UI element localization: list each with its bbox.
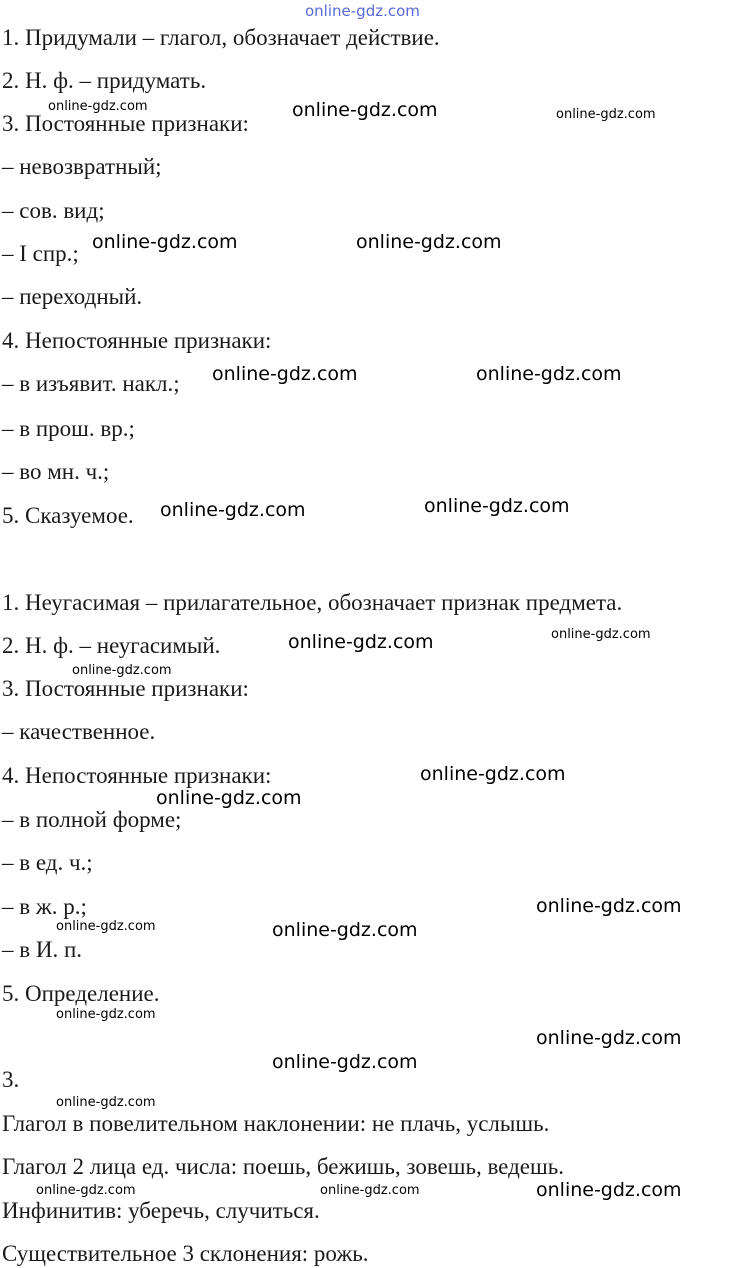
text-line: 3. Постоянные признаки: xyxy=(2,111,249,136)
text-line: Существительное 3 склонения: рожь. xyxy=(2,1241,369,1266)
watermark: online-gdz.com xyxy=(536,895,682,917)
header-watermark: online-gdz.com xyxy=(305,2,420,20)
text-line: 3. Постоянные признаки: xyxy=(2,676,249,701)
text-line: 2. Н. ф. – придумать. xyxy=(2,68,207,93)
watermark: online-gdz.com xyxy=(48,99,148,114)
text-line: – в изъявит. накл.; xyxy=(2,371,180,396)
text-line: Глагол в повелительном наклонении: не плачь, услышь. xyxy=(2,1111,550,1136)
watermark: online-gdz.com xyxy=(424,495,570,517)
watermark: online-gdz.com xyxy=(272,919,418,941)
text-line: Инфинитив: уберечь, случиться. xyxy=(2,1198,320,1223)
watermark: online-gdz.com xyxy=(160,499,306,521)
watermark: online-gdz.com xyxy=(292,99,438,121)
watermark: online-gdz.com xyxy=(556,107,656,122)
text-line: 1. Придумали – глагол, обозначает действие. xyxy=(2,25,440,50)
text-line: – в И. п. xyxy=(2,937,83,962)
text-line: 5. Сказуемое. xyxy=(2,503,134,528)
watermark: online-gdz.com xyxy=(212,363,358,385)
text-line: – в ж. р.; xyxy=(2,894,87,919)
text-line: – переходный. xyxy=(2,284,143,309)
watermark: online-gdz.com xyxy=(420,763,566,785)
watermark: online-gdz.com xyxy=(551,627,651,642)
text-line: 4. Непостоянные признаки: xyxy=(2,328,272,353)
text-line: – качественное. xyxy=(2,719,156,744)
text-line: – невозвратный; xyxy=(2,154,162,179)
text-line: 5. Определение. xyxy=(2,981,160,1006)
text-line: – сов. вид; xyxy=(2,198,105,223)
text-line: 2. Н. ф. – неугасимый. xyxy=(2,633,221,658)
watermark: online-gdz.com xyxy=(536,1179,682,1201)
text-line: – во мн. ч.; xyxy=(2,459,110,484)
watermark: online-gdz.com xyxy=(320,1183,420,1198)
watermark: online-gdz.com xyxy=(356,231,502,253)
watermark: online-gdz.com xyxy=(476,363,622,385)
text-line: – в полной форме; xyxy=(2,807,182,832)
watermark: online-gdz.com xyxy=(56,1095,156,1110)
watermark: online-gdz.com xyxy=(272,1051,418,1073)
watermark: online-gdz.com xyxy=(536,1027,682,1049)
text-line: – в ед. ч.; xyxy=(2,850,93,875)
text-line: 3. xyxy=(2,1067,20,1092)
text-line: – в прош. вр.; xyxy=(2,416,135,441)
watermark: online-gdz.com xyxy=(72,663,172,678)
watermark: online-gdz.com xyxy=(36,1183,136,1198)
watermark: online-gdz.com xyxy=(92,231,238,253)
text-line: 1. Неугасимая – прилагательное, обозначает признак предмета. xyxy=(2,590,623,615)
watermark: online-gdz.com xyxy=(288,631,434,653)
text-line: – I спр.; xyxy=(2,241,79,266)
text-line: Глагол 2 лица ед. числа: поешь, бежишь, зовешь, ведешь. xyxy=(2,1154,564,1179)
watermark: online-gdz.com xyxy=(56,1007,156,1022)
watermark: online-gdz.com xyxy=(156,787,302,809)
text-line: 4. Непостоянные признаки: xyxy=(2,763,272,788)
watermark: online-gdz.com xyxy=(56,919,156,934)
